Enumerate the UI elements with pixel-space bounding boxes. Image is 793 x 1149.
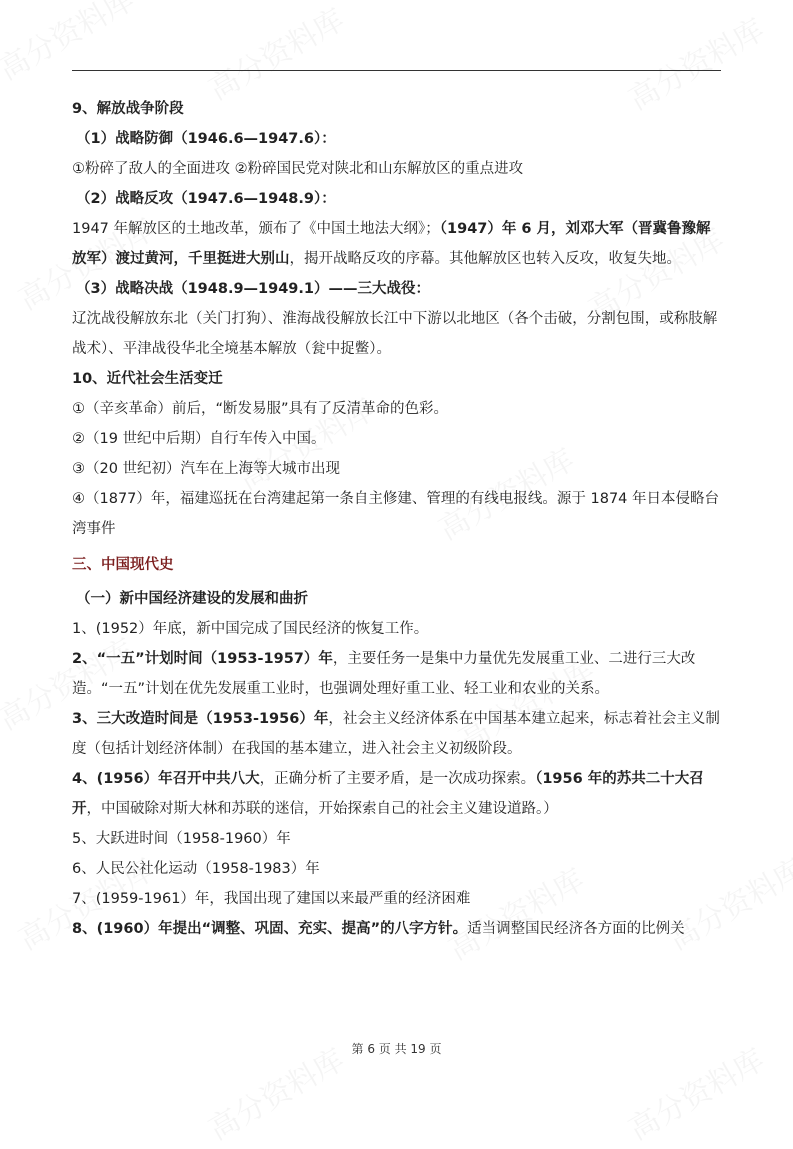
section-9-title: 9、解放战争阶段 <box>72 101 184 117</box>
strategic-decisive-title: （3）战略决战（1948.9—1949.1）——三大战役： <box>76 281 430 297</box>
list-item: 4、(1956）年召开中共八大，正确分析了主要矛盾，是一次成功探索。（1956 年的苏共二十大召开，中国破除对斯大林和苏联的迷信，开始探索自己的社会主义建设道路。） <box>72 771 704 817</box>
strategic-defense-title: （1）战略防御（1946.6—1947.6）： <box>76 131 336 147</box>
page-number: 第 6 页 共 19 页 <box>351 1042 442 1056</box>
header-rule <box>72 70 721 71</box>
section-10-title: 10、近代社会生活变迁 <box>72 371 223 387</box>
strategic-offense-title: （2）战略反攻（1947.6—1948.9）： <box>76 191 336 207</box>
list-item: ④（1877）年，福建巡抚在台湾建起第一条自主修建、管理的有线电报线。源于 1874 年日本侵略台湾事件 <box>72 491 720 537</box>
watermark <box>199 0 351 109</box>
list-item: 7、(1959-1961）年，我国出现了建国以来最严重的经济困难 <box>72 891 471 907</box>
list-item: 3、三大改造时间是（1953-1956）年，社会主义经济体系在中国基本建立起来，标志着社会主义制度（包括计划经济体制）在我国的基本建立，进入社会主义初级阶段。 <box>72 711 720 757</box>
watermark <box>0 0 141 89</box>
chapter-title: 三、中国现代史 <box>72 557 174 573</box>
list-item: 1、(1952）年底，新中国完成了国民经济的恢复工作。 <box>72 621 429 637</box>
list-item: ①（辛亥革命）前后，“断发易服”具有了反清革命的色彩。 <box>72 401 449 417</box>
page-content <box>72 94 724 944</box>
list-item: ②（19 世纪中后期）自行车传入中国。 <box>72 431 326 447</box>
subsection-title: （一）新中国经济建设的发展和曲折 <box>76 591 308 607</box>
list-item: 2、“一五”计划时间（1953-1957）年，主要任务一是集中力量优先发展重工业、二进行三大改造。“一五”计划在优先发展重工业时，也强调处理好重工业、轻工业和农业的关系。 <box>72 651 696 697</box>
strategic-defense-text: ①粉碎了敌人的全面进攻 ②粉碎国民党对陕北和山东解放区的重点进攻 <box>72 161 524 177</box>
list-item: 6、人民公社化运动（1958-1983）年 <box>72 861 320 877</box>
list-item: 5、大跃进时间（1958-1960）年 <box>72 831 291 847</box>
list-item: ③（20 世纪初）汽车在上海等大城市出现 <box>72 461 341 477</box>
strategic-decisive-text: 辽沈战役解放东北（关门打狗）、淮海战役解放长江中下游以北地区（各个击破，分割包围，或称肢解战术）、平津战役华北全境基本解放（瓮中捉鳖）。 <box>72 311 718 357</box>
strategic-offense-text: 1947 年解放区的土地改革，颁布了《中国土地法大纲》；（1947）年 6 月，刘邓大军（晋冀鲁豫解放军）渡过黄河，千里挺进大别山，揭开战略反攻的序幕。其他解放区也转入反攻，收复失地。 <box>72 221 711 267</box>
list-item: 8、(1960）年提出“调整、巩固、充实、提高”的八字方针。适当调整国民经济各方面的比例关 <box>72 921 685 937</box>
